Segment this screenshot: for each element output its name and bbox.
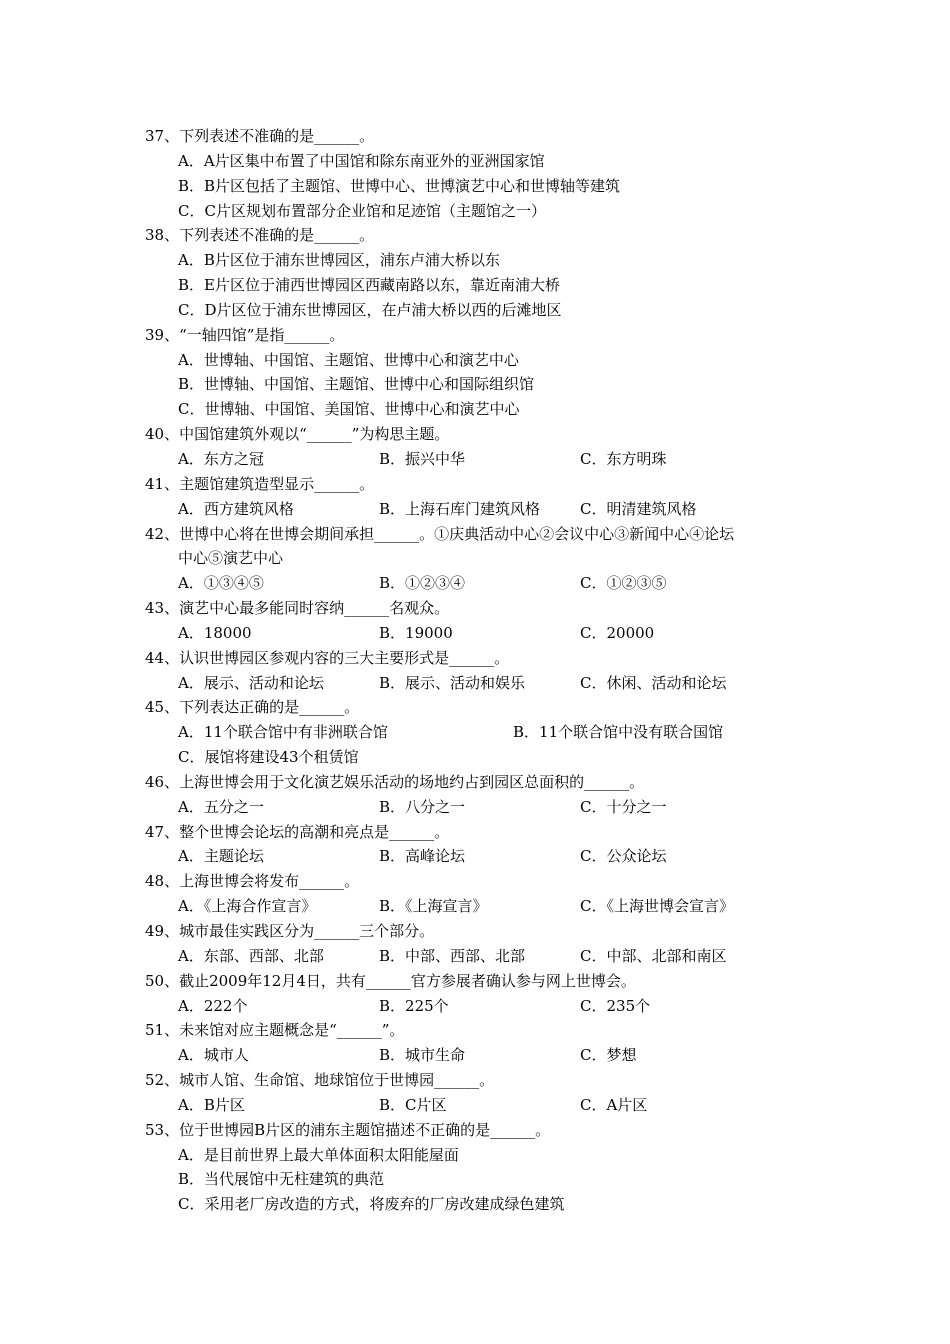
- question-number: 53、: [145, 1120, 180, 1139]
- question-44: [145, 646, 825, 671]
- question-number: 47、: [145, 822, 180, 841]
- option-b: B．225个: [379, 996, 449, 1015]
- question-number: 40、: [145, 425, 180, 444]
- question-50: [145, 969, 825, 994]
- question-45: [145, 695, 825, 720]
- option-b: B．高峰论坛: [379, 847, 466, 866]
- question-number: 39、: [145, 325, 180, 344]
- question-text: 主题馆建筑造型显示______。: [179, 474, 375, 493]
- option-b: B．11个联合馆中没有联合国馆: [513, 723, 724, 742]
- question-38: [145, 223, 825, 248]
- question-49: [145, 919, 825, 944]
- option-a: A．《上海合作宣言》: [178, 897, 317, 916]
- option-c: C．展馆将建设43个租赁馆: [178, 748, 359, 767]
- option-b: B．展示、活动和娱乐: [379, 673, 526, 692]
- option-a: A．东部、西部、北部: [178, 946, 324, 965]
- question-text: 下列表达正确的是______。: [179, 698, 360, 717]
- option-c: C．明清建筑风格: [580, 499, 697, 518]
- question-text: 下列表述不准确的是______。: [179, 226, 375, 245]
- option-c: C．235个: [580, 996, 651, 1015]
- question-46: [145, 770, 825, 795]
- question-text: “一轴四馆”是指______。: [179, 325, 345, 344]
- question-40: [145, 422, 825, 447]
- question-text-continued: 中心⑤演艺中心: [178, 549, 284, 568]
- question-text: 整个世博会论坛的高潮和亮点是______。: [179, 822, 450, 841]
- option-b: B．C片区: [379, 1095, 447, 1114]
- question-47: [145, 820, 825, 845]
- option-c: C．《上海世博会宣言》: [580, 897, 734, 916]
- option-c: C．20000: [580, 623, 655, 642]
- question-51: [145, 1018, 825, 1043]
- option-a: A．世博轴、中国馆、主题馆、世博中心和演艺中心: [178, 350, 519, 369]
- question-text: 城市人馆、生命馆、地球馆位于世博园______。: [179, 1071, 495, 1090]
- option-a: A．18000: [178, 623, 252, 642]
- question-text: 演艺中心最多能同时容纳______名观众。: [179, 599, 450, 618]
- option-c: C．世博轴、中国馆、美国馆、世博中心和演艺中心: [178, 400, 520, 419]
- question-number: 38、: [145, 226, 180, 245]
- option-b: B．①②③④: [379, 574, 466, 593]
- option-a: A．东方之冠: [178, 449, 264, 468]
- question-text: 截止2009年12月4日，共有______官方参展者确认参与网上世博会。: [179, 971, 636, 990]
- question-39: [145, 323, 825, 348]
- option-row: [145, 671, 825, 696]
- option-b: B．中部、西部、北部: [379, 946, 526, 965]
- question-text: 城市最佳实践区分为______三个部分。: [179, 922, 435, 940]
- option-b: B．八分之一: [379, 797, 466, 816]
- question-number: 52、: [145, 1071, 180, 1090]
- question-number: 43、: [145, 599, 180, 618]
- option-row: [145, 571, 825, 596]
- option-row: [145, 844, 825, 869]
- option-c: C．休闲、活动和论坛: [580, 673, 727, 692]
- question-text: 位于世博园B片区的浦东主题馆描述不正确的是______。: [179, 1120, 551, 1139]
- question-list: [145, 124, 825, 1217]
- question-number: 37、: [145, 127, 180, 145]
- option-row: [145, 497, 825, 522]
- question-number: 45、: [145, 698, 180, 717]
- option-c: C．梦想: [580, 1046, 637, 1065]
- question-text: 下列表述不准确的是______。: [179, 127, 375, 145]
- option-c: C．C片区规划布置部分企业馆和足迹馆（主题馆之一）: [178, 201, 546, 220]
- option-c: C．东方明珠: [580, 449, 667, 468]
- option-a: A．A片区集中布置了中国馆和除东南亚外的亚洲国家馆: [178, 151, 545, 170]
- option-c: C．十分之一: [580, 797, 667, 816]
- option-b: B．振兴中华: [379, 449, 466, 468]
- option-b: B．城市生命: [379, 1046, 466, 1065]
- option-b: B．世博轴、中国馆、主题馆、世博中心和国际组织馆: [178, 375, 535, 394]
- option-a: A．①③④⑤: [178, 574, 264, 593]
- option-a: A．是目前世界上最大单体面积太阳能屋面: [178, 1145, 459, 1164]
- option-b: B．19000: [379, 623, 453, 642]
- option-row: [145, 994, 825, 1019]
- question-number: 51、: [145, 1021, 180, 1040]
- option-c: C．中部、北部和南区: [580, 946, 727, 965]
- question-number: 48、: [145, 872, 180, 891]
- question-52: [145, 1068, 825, 1093]
- option-a: A．B片区位于浦东世博园区，浦东卢浦大桥以东: [178, 251, 500, 270]
- option-b: B．当代展馆中无柱建筑的典范: [178, 1170, 385, 1189]
- question-text: 上海世博会将发布______。: [179, 872, 360, 891]
- option-b: B．上海石库门建筑风格: [379, 499, 541, 518]
- option-row: [145, 894, 825, 919]
- option-a: A．主题论坛: [178, 847, 264, 866]
- question-37: [145, 124, 825, 149]
- option-b: B．《上海宣言》: [379, 897, 488, 916]
- question-53: [145, 1118, 825, 1143]
- question-42: [145, 522, 825, 547]
- question-number: 41、: [145, 474, 180, 493]
- option-b: B．E片区位于浦西世博园区西藏南路以东，靠近南浦大桥: [178, 276, 560, 295]
- option-a: A．西方建筑风格: [178, 499, 294, 518]
- option-row: [145, 795, 825, 820]
- question-number: 46、: [145, 772, 180, 791]
- option-c: C．①②③⑤: [580, 574, 667, 593]
- question-text: 未来馆对应主题概念是“______”。: [179, 1021, 405, 1040]
- option-b: B．B片区包括了主题馆、世博中心、世博演艺中心和世博轴等建筑: [178, 176, 621, 195]
- option-c: C．采用老厂房改造的方式，将废弃的厂房改建成绿色建筑: [178, 1195, 565, 1214]
- option-a: A．五分之一: [178, 797, 264, 816]
- option-row: [145, 1093, 825, 1118]
- option-a: A．222个: [178, 996, 248, 1015]
- option-row: [145, 1043, 825, 1068]
- question-43: [145, 596, 825, 621]
- option-c: C．D片区位于浦东世博园区，在卢浦大桥以西的后滩地区: [178, 300, 562, 319]
- option-a: A．B片区: [178, 1095, 245, 1114]
- question-text: 世博中心将在世博会期间承担______。①庆典活动中心②会议中心③新闻中心④论坛: [179, 524, 735, 543]
- option-a: A．城市人: [178, 1046, 249, 1065]
- question-text: 认识世博园区参观内容的三大主要形式是______。: [179, 648, 510, 667]
- option-c: C．公众论坛: [580, 847, 667, 866]
- question-text: 上海世博会用于文化演艺娱乐活动的场地约占到园区总面积的______。: [179, 772, 645, 791]
- question-text: 中国馆建筑外观以“______”为构思主题。: [179, 425, 450, 444]
- option-c: C．A片区: [580, 1095, 648, 1114]
- option-row: [145, 944, 825, 969]
- option-row: [145, 447, 825, 472]
- option-a: A．11个联合馆中有非洲联合馆: [178, 723, 388, 742]
- question-number: 44、: [145, 648, 180, 667]
- question-number: 50、: [145, 971, 180, 990]
- question-number: 49、: [145, 922, 180, 940]
- option-row: [145, 621, 825, 646]
- question-41: [145, 472, 825, 497]
- option-row: [145, 720, 825, 745]
- question-number: 42、: [145, 524, 180, 543]
- question-48: [145, 869, 825, 894]
- option-a: A．展示、活动和论坛: [178, 673, 324, 692]
